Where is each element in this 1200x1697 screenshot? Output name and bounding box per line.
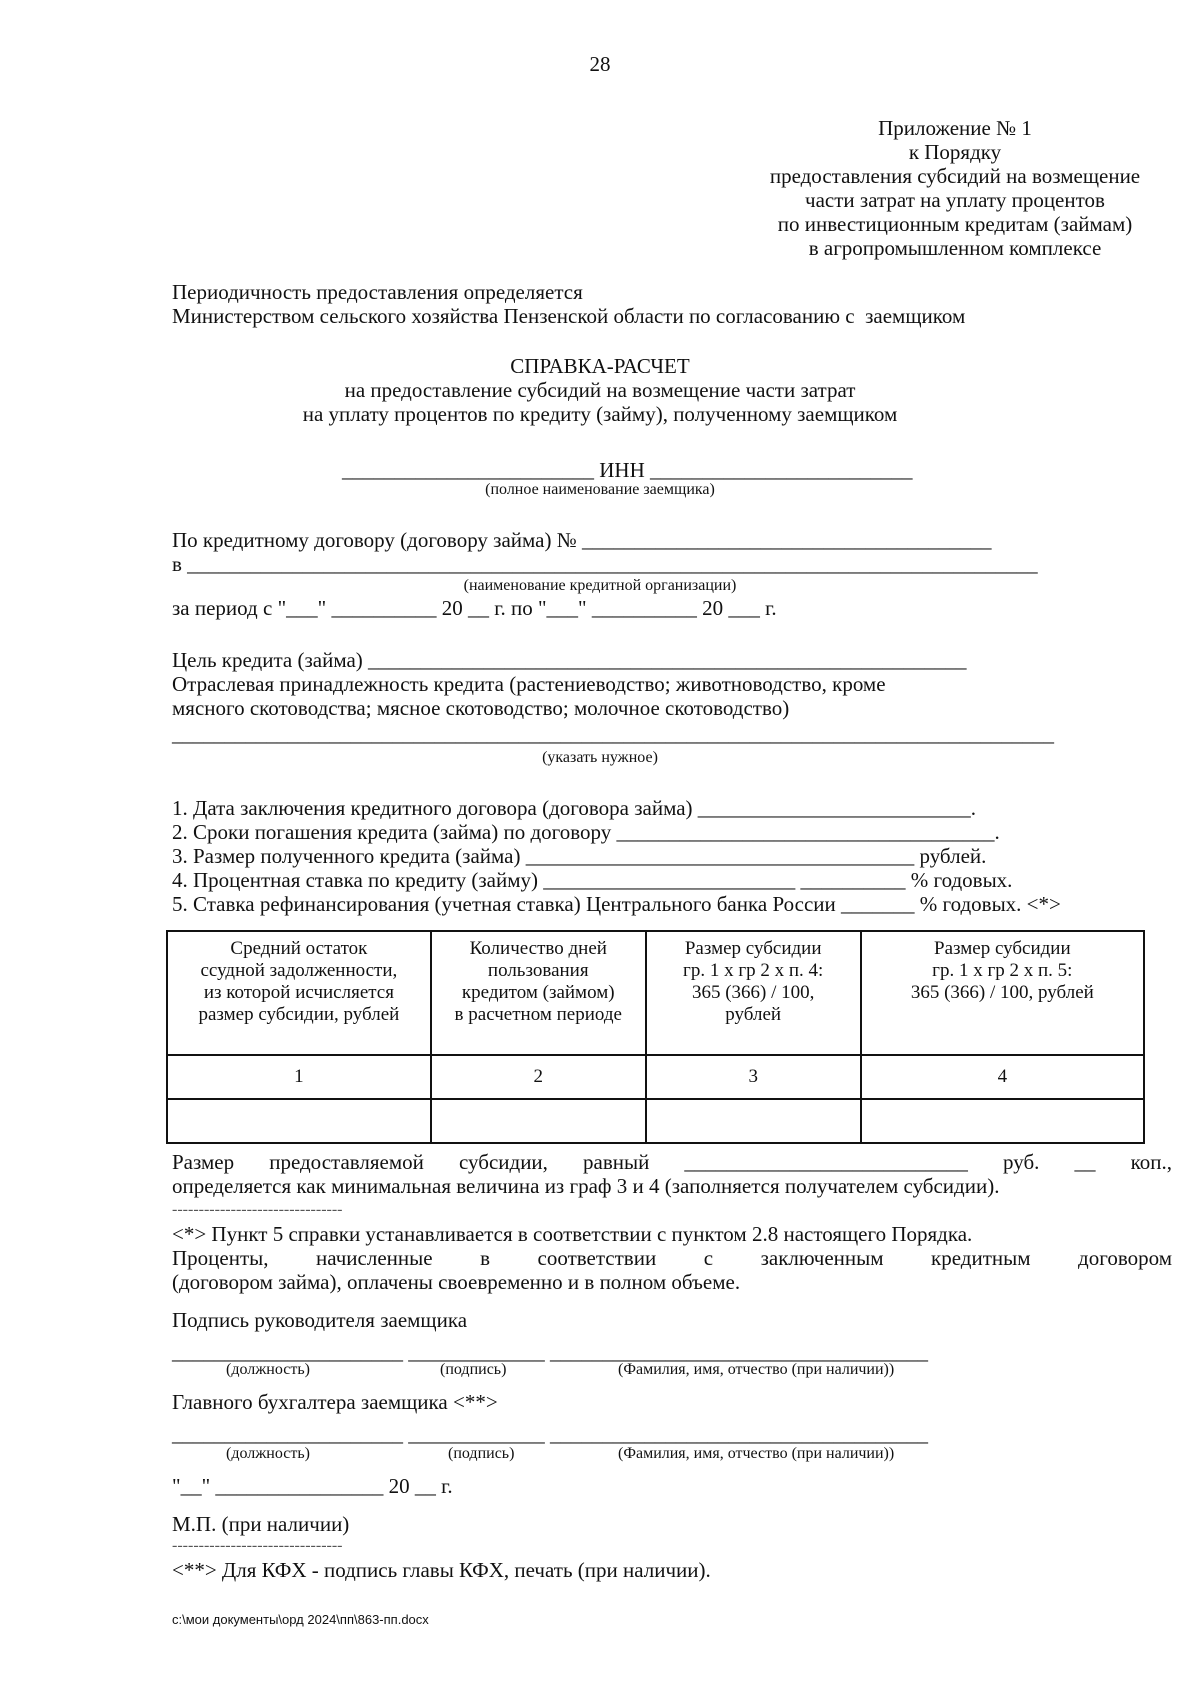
interest-statement: (договором займа), оплачены своевременно и в полном объеме. xyxy=(172,1270,741,1294)
sector-caption: (указать нужное) xyxy=(542,749,658,766)
column-number: 4 xyxy=(861,1055,1144,1099)
periodicity-line: Министерством сельского хозяйства Пензенской области по согласованию с заемщиком xyxy=(172,304,966,328)
appendix-line: к Порядку xyxy=(908,140,1002,164)
header-text: 365 (366) / 100, xyxy=(691,982,815,1003)
footnote-item5: <*> Пункт 5 справки устанавливается в соответствии с пунктом 2.8 настоящего Порядка. xyxy=(172,1222,973,1246)
head-signature-label: Подпись руководителя заемщика xyxy=(172,1308,468,1332)
header-text: Средний остаток xyxy=(230,938,368,959)
document-subtitle: на уплату процентов по кредиту (займу), полученному заемщиком xyxy=(302,402,898,426)
appendix-line: предоставления субсидий на возмещение xyxy=(769,164,1141,188)
header-text: Размер субсидии xyxy=(934,938,1071,959)
date-line: "__" ________________ 20 __ г. xyxy=(172,1474,453,1498)
document-subtitle: на предоставление субсидий на возмещение части затрат xyxy=(344,378,856,402)
accountant-signature-line: ______________________ _____________ ____________________________________ xyxy=(172,1422,928,1446)
caption-full-name: (Фамилия, имя, отчество (при наличии)) xyxy=(618,1361,895,1378)
table-header-cell xyxy=(431,931,646,1055)
table-cell xyxy=(861,1099,1144,1143)
header-text: в расчетном периоде xyxy=(454,1004,622,1025)
purpose-line: Цель кредита (займа) _________________________________________________________ xyxy=(172,648,967,672)
document-title: СПРАВКА-РАСЧЕТ xyxy=(510,354,690,378)
header-text: размер субсидии, рублей xyxy=(198,1004,400,1025)
sector-line: мясного скотоводства; мясное скотоводство; молочное скотоводство) xyxy=(172,696,790,720)
appendix-line: в агропромышленном комплексе xyxy=(808,236,1102,260)
header-text: гр. 1 х гр 2 х п. 5: xyxy=(932,960,1073,981)
item-credit-amount: 3. Размер полученного кредита (займа) _____________________________________ рублей. xyxy=(172,844,987,868)
column-number: 1 xyxy=(167,1055,431,1099)
sector-line: Отраслевая принадлежность кредита (растениеводство; животноводство, кроме xyxy=(172,672,886,696)
caption-position: (должность) xyxy=(226,1361,310,1378)
header-text: кредитом (займом) xyxy=(461,982,615,1003)
borrower-line: ________________________ ИНН _________________________ xyxy=(342,458,913,482)
calculation-table xyxy=(166,930,1145,1144)
head-signature-line: ______________________ _____________ ____________________________________ xyxy=(172,1340,928,1364)
table-header-cell xyxy=(167,931,431,1055)
appendix-line: по инвестиционным кредитам (займам) xyxy=(777,212,1133,236)
caption-signature: (подпись) xyxy=(448,1445,515,1462)
subsidy-amount-note: определяется как минимальная величина из граф 3 и 4 (заполняется получателем субсидии). xyxy=(172,1174,1000,1198)
header-text: пользования xyxy=(487,960,589,981)
header-text: из которой исчисляется xyxy=(203,982,394,1003)
interest-statement: Проценты, начисленные в соответствии с заключенным кредитным договором xyxy=(172,1246,1172,1270)
sector-blank-line: ____________________________________________________________________________________ xyxy=(172,722,1054,746)
borrower-caption: (полное наименование заемщика) xyxy=(485,481,715,498)
appendix-line: части затрат на уплату процентов xyxy=(805,188,1105,212)
header-text: ссудной задолженности, xyxy=(200,960,398,981)
item-repayment-terms: 2. Сроки погашения кредита (займа) по договору ____________________________________. xyxy=(172,820,1000,844)
header-text: гр. 1 х гр 2 х п. 4: xyxy=(683,960,824,981)
column-number: 2 xyxy=(431,1055,646,1099)
table-cell xyxy=(431,1099,646,1143)
contract-line: По кредитному договору (договору займа) № _______________________________________ xyxy=(172,528,992,552)
page-number: 28 xyxy=(589,52,611,76)
stamp-note: М.П. (при наличии) xyxy=(172,1512,350,1536)
bank-line: в _________________________________________________________________________________ xyxy=(172,552,1038,576)
file-path: с:\мои документы\орд 2024\пп\863-пп.docx xyxy=(172,1612,429,1627)
periodicity-line: Периодичность предоставления определяется xyxy=(172,280,583,304)
column-number: 3 xyxy=(646,1055,861,1099)
separator: -------------------------------- xyxy=(172,1201,343,1218)
header-text: рублей xyxy=(725,1004,782,1025)
item-interest-rate: 4. Процентная ставка по кредиту (займу) ________________________ __________ % годовых. xyxy=(172,868,1013,892)
separator: -------------------------------- xyxy=(172,1537,343,1554)
item-refinancing-rate: 5. Ставка рефинансирования (учетная ставка) Центрального банка России _______ % годовых. <*> xyxy=(172,892,1061,916)
footnote-kfh: <**> Для КФХ - подпись главы КФХ, печать (при наличии). xyxy=(172,1558,711,1582)
caption-full-name: (Фамилия, имя, отчество (при наличии)) xyxy=(618,1445,895,1462)
appendix-block xyxy=(720,116,1190,260)
caption-signature: (подпись) xyxy=(440,1361,507,1378)
header-text: 365 (366) / 100, рублей xyxy=(910,982,1094,1003)
table-header-cell xyxy=(646,931,861,1055)
accountant-signature-label: Главного бухгалтера заемщика <**> xyxy=(172,1390,498,1414)
header-text: Количество дней xyxy=(469,938,607,959)
table-row xyxy=(167,1099,1144,1143)
table-cell xyxy=(167,1099,431,1143)
period-line: за период с "___" __________ 20 __ г. по "___" __________ 20 ___ г. xyxy=(172,596,777,620)
header-text: Размер субсидии xyxy=(684,938,822,959)
table-number-row xyxy=(167,1055,1144,1099)
bank-caption: (наименование кредитной организации) xyxy=(463,577,737,594)
table-cell xyxy=(646,1099,861,1143)
subsidy-amount-line: Размер предоставляемой субсидии, равный ___________________________ руб. __ коп., xyxy=(172,1150,1172,1174)
table-header-row xyxy=(167,931,1144,1055)
appendix-line: Приложение № 1 xyxy=(878,116,1032,140)
caption-position: (должность) xyxy=(226,1445,310,1462)
table-header-cell xyxy=(861,931,1144,1055)
item-contract-date: 1. Дата заключения кредитного договора (договора займа) __________________________. xyxy=(172,796,977,820)
